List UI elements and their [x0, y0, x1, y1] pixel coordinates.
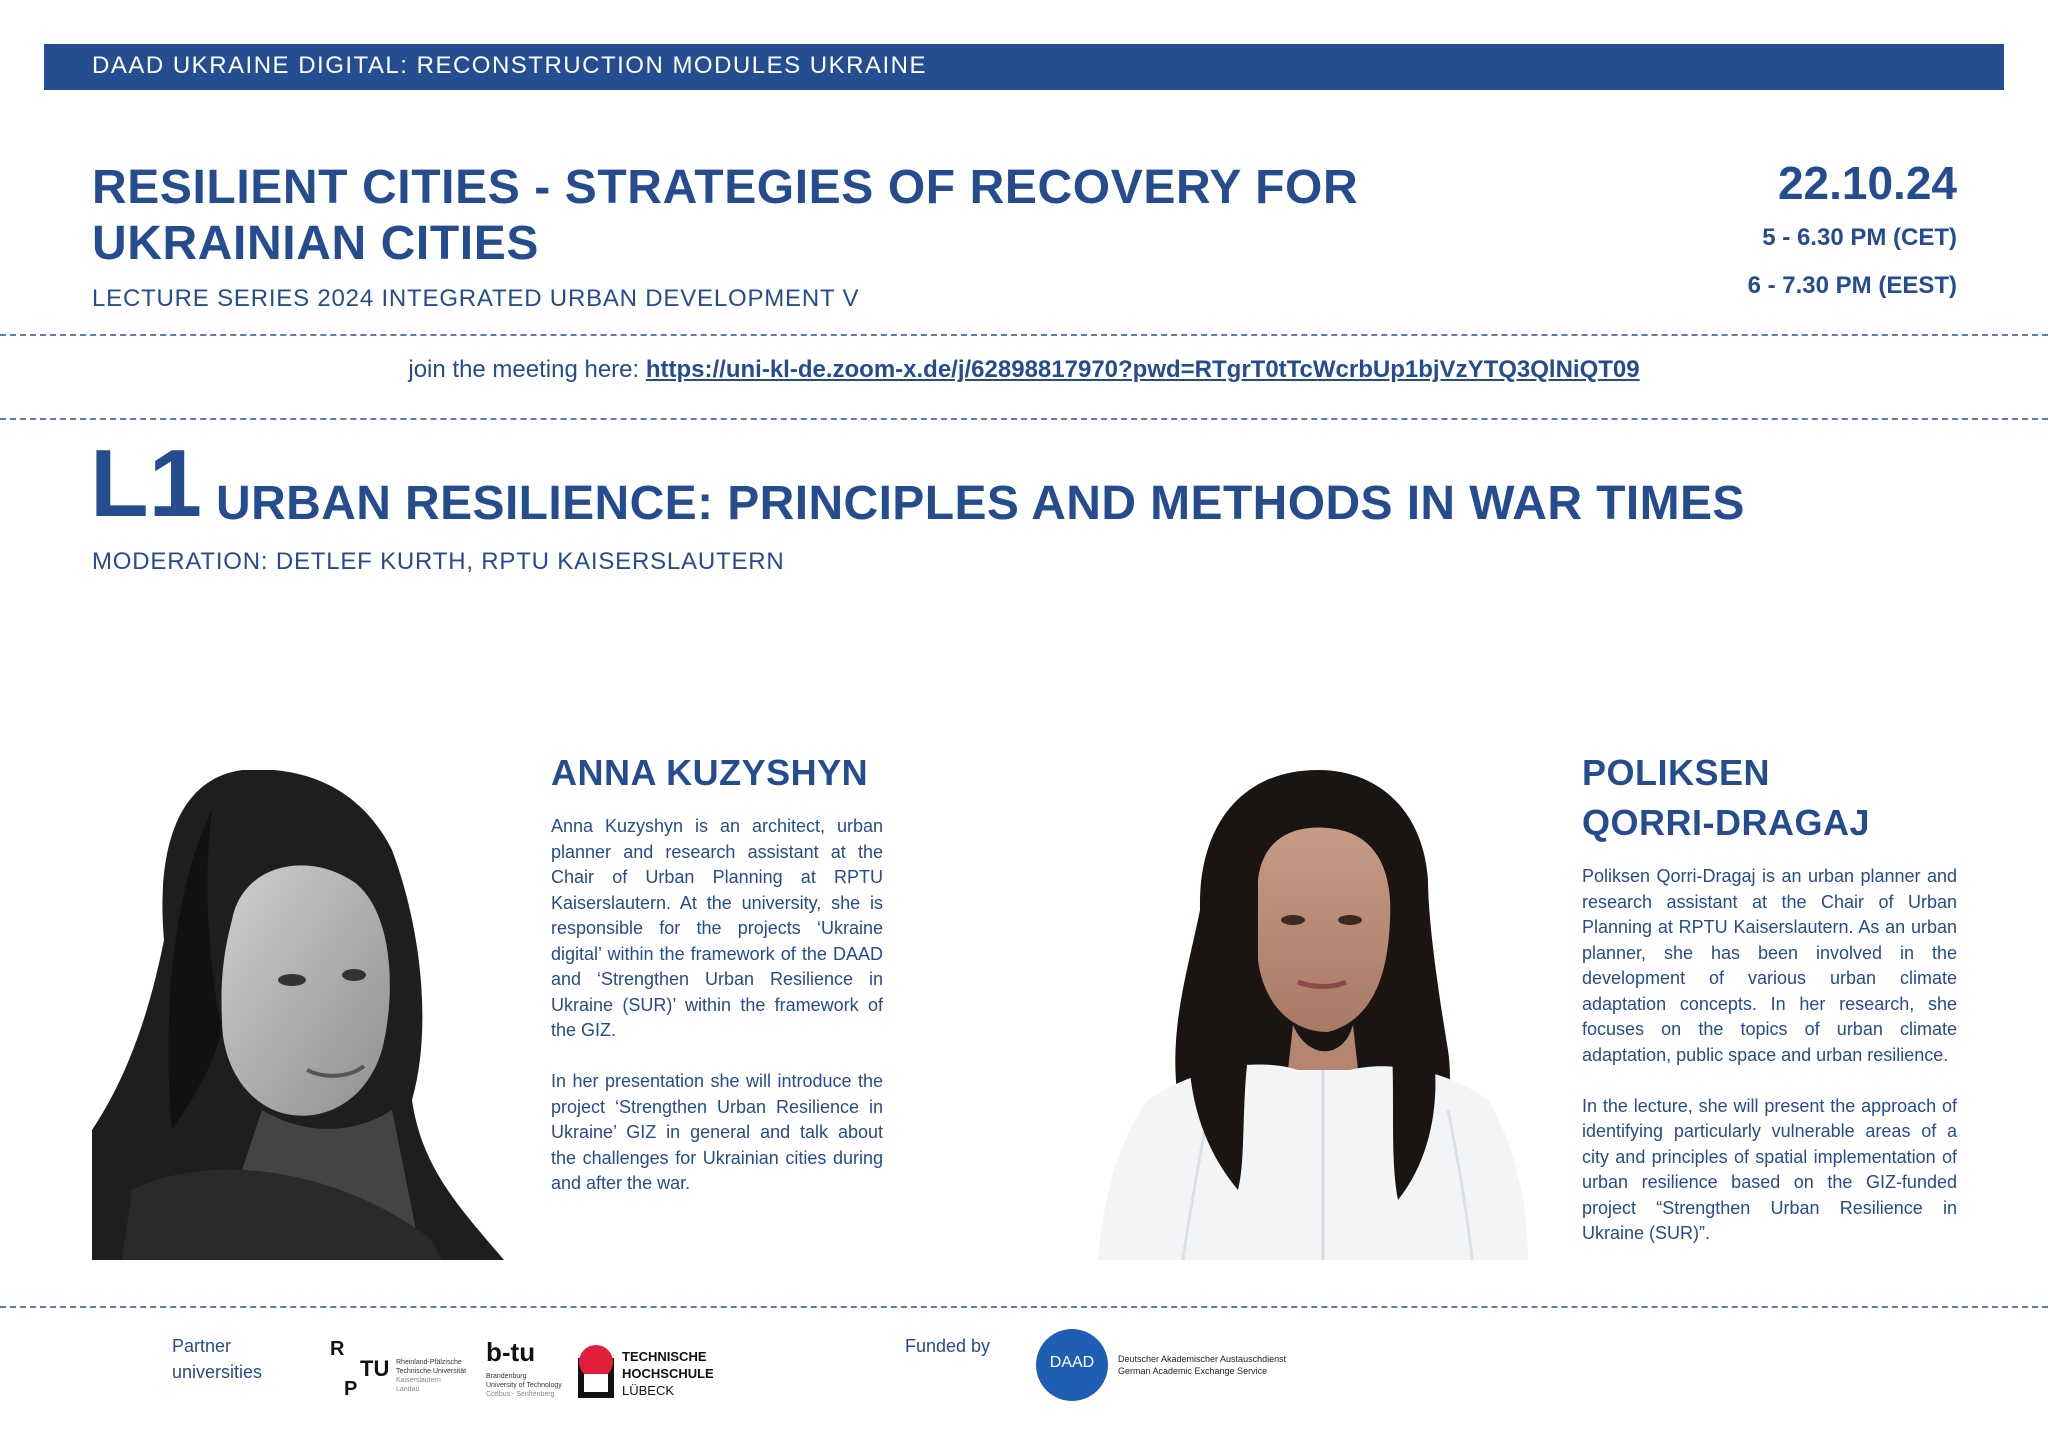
- speaker-anna: [551, 748, 883, 1222]
- event-title: [92, 160, 1392, 272]
- btu-line: Brandenburg: [486, 1373, 527, 1380]
- speaker-bio: [551, 814, 883, 1197]
- series-subtitle: LECTURE SERIES 2024 INTEGRATED URBAN DEVELOPMENT V: [92, 285, 860, 312]
- title-line-2: UKRAINIAN CITIES: [92, 217, 539, 270]
- daad-mark: DAAD: [1049, 1354, 1095, 1371]
- partner-line-2: universities: [172, 1362, 263, 1382]
- rptu-line: Kaiserslautern: [396, 1377, 441, 1384]
- rptu-text: [396, 1358, 466, 1394]
- partner-label: [172, 1333, 262, 1385]
- btu-text: [486, 1372, 576, 1399]
- moderation-line: MODERATION: DETLEF KURTH, RPTU KAISERSLAUTERN: [92, 548, 785, 575]
- thl-line: TECHNISCHE: [622, 1349, 707, 1364]
- bio-paragraph: Anna Kuzyshyn is an architect, urban planner and research assistant at the Chair of Urban Planning at RPTU Kaiserslautern. At the university, she is responsible for the projects ‘Ukraine digital’ within the framework of the DAAD and ‘Strengthen Urban Resilience in Ukraine (SUR)’ within the framework of the GIZ.: [551, 816, 883, 1040]
- thl-line: HOCHSCHULE: [622, 1366, 714, 1381]
- rptu-r: R: [330, 1338, 345, 1360]
- speaker-poliksen: [1582, 748, 1957, 1272]
- event-date: 22.10.24: [1777, 157, 1957, 209]
- rptu-p: P: [344, 1378, 358, 1400]
- rptu-tu: TU: [360, 1356, 390, 1381]
- bio-paragraph: In her presentation she will introduce the project ‘Strengthen Urban Resilience in Ukraine’ GIZ in general and talk about the challenges for Ukrainian cities during and after the war.: [551, 1071, 883, 1193]
- rptu-line: Technische Universität: [396, 1368, 467, 1375]
- rptu-logo: [326, 1338, 476, 1404]
- bio-paragraph: Poliksen Qorri-Dragaj is an urban planner and research assistant at the Chair of Urban Planning at RPTU Kaiserslautern. As an urban planner, she has been involved in the development of various urban climate adaptation concepts. In her research, she focuses on the topics of urban climate adaptation, public space and urban resilience.: [1582, 866, 1957, 1065]
- rptu-line: Rheinland-Pfälzische: [396, 1359, 462, 1366]
- bio-paragraph: In the lecture, she will present the approach of identifying particularly vulnerable areas of a city and principles of spatial implementation of urban resilience based on the GIZ-funded project “Strengthen Urban Resilience in Ukraine (SUR)”.: [1582, 1095, 1957, 1243]
- lecture-title: URBAN RESILIENCE: PRINCIPLES AND METHODS IN WAR TIMES: [216, 477, 1745, 530]
- poliksen-portrait: [1088, 770, 1544, 1260]
- time-cet: 5 - 6.30 PM (CET): [1762, 224, 1957, 251]
- daad-line: German Academic Exchange Service: [1118, 1366, 1268, 1376]
- header-banner: [44, 44, 2004, 90]
- meeting-label: join the meeting here:: [408, 356, 640, 383]
- th-luebeck-text: [622, 1348, 714, 1399]
- meeting-row: [0, 356, 2048, 384]
- btu-line: Cottbus - Senftenberg: [486, 1391, 555, 1398]
- speaker-name: ANNA KUZYSHYN: [551, 752, 869, 793]
- divider: [0, 334, 2048, 336]
- speaker-bio: [1582, 864, 1957, 1247]
- funded-by-label: Funded by: [905, 1336, 991, 1356]
- banner-text: DAAD UKRAINE DIGITAL: RECONSTRUCTION MODULES UKRAINE: [92, 52, 927, 79]
- portrait-image: [1088, 770, 1544, 1260]
- thl-line: LÜBECK: [622, 1383, 675, 1398]
- daad-text: [1118, 1353, 1286, 1377]
- btu-line: University of Technology: [486, 1382, 562, 1389]
- title-line-1: RESILIENT CITIES - STRATEGIES OF RECOVERY FOR: [92, 161, 1359, 214]
- btu-mark: b-tu: [486, 1337, 536, 1367]
- lecture-number: L1: [90, 430, 203, 537]
- divider: [0, 1306, 2048, 1308]
- btu-logo: [486, 1338, 576, 1404]
- th-luebeck-logo: [576, 1344, 726, 1402]
- rptu-line: Landau: [396, 1386, 420, 1393]
- speaker-name: [1582, 748, 1957, 848]
- daad-logo: [1036, 1329, 1316, 1401]
- partner-line-1: Partner: [172, 1336, 232, 1356]
- portrait-image: [92, 770, 504, 1260]
- divider: [0, 418, 2048, 420]
- anna-portrait: [92, 770, 504, 1260]
- meeting-link[interactable]: https://uni-kl-de.zoom-x.de/j/62898817970?pwd=RTgrT0tTcWcrbUp1bjVzYTQ3QlNiQT09: [645, 356, 1640, 383]
- speaker-name-line-1: POLIKSEN: [1582, 752, 1771, 793]
- th-luebeck-icon: [576, 1344, 616, 1400]
- time-eest: 6 - 7.30 PM (EEST): [1747, 272, 1957, 299]
- speaker-name-line-2: QORRI-DRAGAJ: [1582, 802, 1871, 843]
- daad-line: Deutscher Akademischer Austauschdienst: [1118, 1354, 1287, 1364]
